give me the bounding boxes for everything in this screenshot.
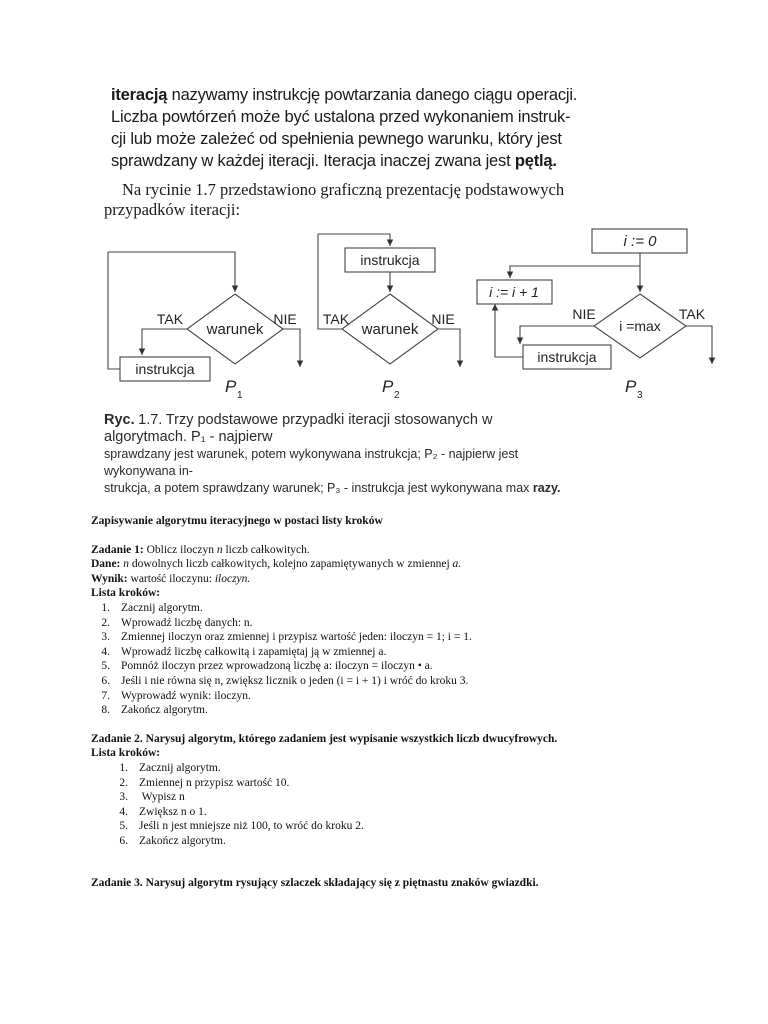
task2-steps-label: Lista kroków: <box>91 747 161 760</box>
p3-no-label: NIE <box>572 306 596 322</box>
p2-condition-label: warunek <box>361 321 419 338</box>
p3-condition-label: i =max <box>619 318 661 334</box>
definition-line-4: sprawdzany w każdej iteracji. Iteracja inaczej zwana jest <box>111 152 511 170</box>
p3-instruction-label: instrukcja <box>537 349 597 365</box>
p2-instruction-label: instrukcja <box>360 252 420 268</box>
caption-line-1: Trzy podstawowe przypadki iteracji stosowanych w algorytmach. P₁ - najpierw <box>104 412 493 445</box>
task1-result-var: iloczyn. <box>214 572 251 585</box>
task2-heading: Zadanie 2. Narysuj algorytm, którego zadaniem jest wypisanie wszystkich liczb dwucyfrowych. <box>91 732 558 745</box>
definition-line-2: Liczba powtórzeń może być ustalona przed wykonaniem instruk- <box>111 108 571 126</box>
task1-result-label: Wynik: <box>91 572 128 585</box>
p3-label: P <box>625 377 637 396</box>
figure-caption <box>104 412 574 497</box>
p2-yes-label: TAK <box>322 311 350 327</box>
caption-head: Ryc. <box>104 412 135 428</box>
term-petla: pętlą. <box>514 152 557 170</box>
task3-heading: Zadanie 3. Narysuj algorytm rysujący szlaczek składający się z piętnastu znaków gwiazdki. <box>91 877 539 890</box>
task2-steps <box>91 761 731 849</box>
section-title: Zapisywanie algorytmu iteracyjnego w postaci listy kroków <box>91 515 383 527</box>
caption-line-2: sprawdzany jest warunek, potem wykonywana instrukcja; P₂ - najpierw jest wykonywana in- <box>104 447 519 478</box>
p3-yes-label: TAK <box>678 306 706 322</box>
definition-line-1: nazywamy instrukcję powtarzania danego ciągu operacji. <box>171 86 578 104</box>
task1-result <box>91 572 731 587</box>
list-item: 4. Wprowadź liczbę całkowitą i zapamiętaj ją w zmiennej a. <box>101 645 387 658</box>
task1-given-label: Dane: <box>91 558 121 571</box>
p1-yes-label: TAK <box>156 311 184 327</box>
iteration-flowcharts <box>100 222 720 407</box>
iteration-definition <box>111 84 591 172</box>
task1-steps <box>91 601 731 718</box>
task1-head: Zadanie 1: <box>91 543 144 556</box>
list-item: 7. Wyprowadź wynik: iloczyn. <box>101 689 251 702</box>
list-item: 5. Pomnóż iloczyn przez wprowadzoną liczbę a: iloczyn = iloczyn • a. <box>101 660 433 673</box>
list-item: 3. Zmiennej iloczyn oraz zmiennej i przypisz wartość jeden: iloczyn = 1; i = 1. <box>101 631 472 644</box>
p2-label: P <box>382 377 394 396</box>
caption-line-3: strukcja, a potem sprawdzany warunek; P₃ - instrukcja jest wykonywana max <box>104 481 530 495</box>
definition-line-3: cji lub może zależeć od spełnienia pewnego warunku, który jest <box>111 130 562 148</box>
list-item: 6. Jeśli i nie równa się n, zwiększ licznik o jeden (i = i + 1) i wróć do kroku 3. <box>101 674 469 687</box>
list-item: 8. Zakończ algorytm. <box>101 704 208 717</box>
p3-subscript: 3 <box>637 390 643 401</box>
task1-result-text: wartość iloczynu: <box>130 572 212 585</box>
task1-text-post: liczb całkowitych. <box>225 543 310 556</box>
caption-number: 1.7. <box>138 412 163 428</box>
task1-given-text: dowolnych liczb całkowitych, kolejno zapamiętywanych w zmiennej <box>131 558 450 571</box>
task1-given-var: n <box>123 558 130 571</box>
task1-var: n <box>216 543 223 556</box>
p2-no-label: NIE <box>431 311 455 327</box>
task1-given <box>91 557 731 572</box>
p3-init-label: i := 0 <box>623 233 657 250</box>
term-iteracja: iteracją <box>111 86 168 104</box>
p1-instruction-label: instrukcja <box>135 361 195 377</box>
list-item: 5. Jeśli n jest mniejsze niż 100, to wróć do kroku 2. <box>119 820 364 833</box>
task1-heading <box>91 543 731 558</box>
figure-intro <box>104 180 594 220</box>
typed-exercises <box>91 514 731 891</box>
p1-no-label: NIE <box>273 311 297 327</box>
caption-bold: razy. <box>532 481 561 495</box>
list-item: 1. Zacznij algorytm. <box>119 761 221 774</box>
list-item: 6. Zakończ algorytm. <box>119 834 226 847</box>
p2-subscript: 2 <box>394 390 400 401</box>
p3-increment-label: i := i + 1 <box>489 284 539 300</box>
task1-given-var2: a. <box>452 558 462 571</box>
list-item: 2. Zmiennej n przypisz wartość 10. <box>119 776 290 789</box>
task1-steps-label: Lista kroków: <box>91 587 161 600</box>
p1-label: P <box>225 377 237 396</box>
list-item: 3. Wypisz n <box>119 791 185 804</box>
list-item: 2. Wprowadź liczbę danych: n. <box>101 616 253 629</box>
list-item: 1. Zacznij algorytm. <box>101 601 203 614</box>
p1-subscript: 1 <box>237 390 243 401</box>
figure-intro-line-2: przypadków iteracji: <box>104 200 241 219</box>
figure-intro-line-1: Na rycinie 1.7 przedstawiono graficzną prezentację podstawowych <box>122 180 565 199</box>
list-item: 4. Zwiększ n o 1. <box>119 805 207 818</box>
p1-condition-label: warunek <box>206 321 264 338</box>
task1-text-pre: Oblicz iloczyn <box>146 543 214 556</box>
